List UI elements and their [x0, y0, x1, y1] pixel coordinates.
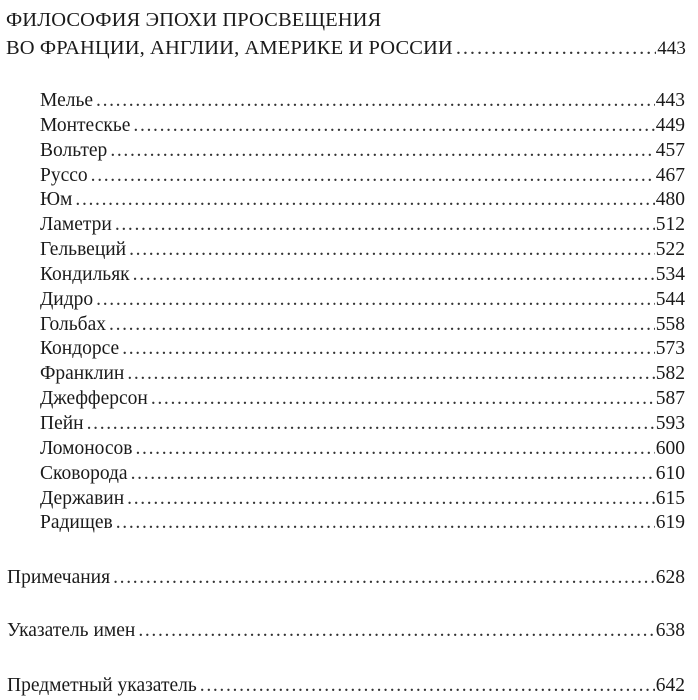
entry-name: Вольтер — [40, 139, 108, 161]
entry-page-number: 449 — [655, 114, 685, 136]
dot-leader — [91, 164, 655, 189]
entry-name: Франклин — [40, 363, 125, 385]
dot-leader — [133, 263, 655, 288]
dot-leader — [127, 362, 654, 387]
entry-page-number: 522 — [655, 239, 685, 261]
toc-entry[interactable] — [40, 164, 685, 189]
entry-name: Мелье — [40, 90, 94, 111]
entry-page-number: 558 — [655, 313, 685, 335]
toc-entry[interactable] — [40, 188, 685, 213]
entry-page-number: 443 — [655, 90, 685, 111]
entry-page-number: 615 — [655, 487, 685, 509]
name-index-page-number: 638 — [655, 620, 685, 641]
toc-entry[interactable] — [40, 462, 685, 487]
toc-entry[interactable] — [40, 487, 685, 512]
subject-index-label: Предметный указатель — [7, 675, 197, 696]
entry-page-number: 600 — [655, 437, 685, 459]
dot-leader — [127, 487, 655, 512]
entry-name: Радищев — [40, 512, 113, 534]
entry-page-number: 619 — [655, 512, 685, 534]
entry-page-number: 593 — [655, 412, 685, 434]
entry-page-number: 467 — [655, 164, 685, 186]
entry-page-number: 587 — [655, 388, 685, 410]
section-heading — [6, 6, 686, 63]
dot-leader — [456, 34, 656, 62]
section-title-line1: ФИЛОСОФИЯ ЭПОХИ ПРОСВЕЩЕНИЯ — [6, 9, 382, 31]
dot-leader — [138, 619, 654, 643]
toc-name-index[interactable] — [7, 619, 685, 643]
dot-leader — [110, 139, 654, 164]
dot-leader — [136, 437, 655, 462]
toc-entry[interactable] — [40, 263, 685, 288]
dot-leader — [113, 566, 655, 590]
toc-entry[interactable] — [40, 89, 685, 114]
entry-page-number: 457 — [655, 139, 685, 161]
section-title-line2: ВО ФРАНЦИИ, АНГЛИИ, АМЕРИКЕ И РОССИИ — [6, 37, 453, 59]
toc-entry[interactable] — [40, 213, 685, 238]
toc-entry[interactable] — [40, 114, 685, 139]
dot-leader — [115, 213, 655, 238]
entry-page-number: 610 — [655, 462, 685, 484]
entry-name: Джефферсон — [40, 388, 148, 410]
toc-entry-list — [40, 89, 685, 536]
dot-leader — [133, 114, 654, 139]
entry-name: Руссо — [40, 164, 88, 186]
dot-leader — [96, 288, 655, 313]
toc-notes[interactable] — [7, 566, 685, 590]
entry-name: Кондорсе — [40, 338, 120, 360]
entry-page-number: 480 — [655, 189, 685, 211]
toc-entry[interactable] — [40, 511, 685, 536]
toc-entry[interactable] — [40, 313, 685, 338]
entry-name: Ломоносов — [40, 437, 133, 459]
dot-leader — [131, 462, 655, 487]
toc-entry[interactable] — [40, 337, 685, 362]
entry-page-number: 582 — [655, 363, 685, 385]
name-index-label: Указатель имен — [7, 620, 136, 641]
entry-page-number: 544 — [655, 288, 685, 310]
subject-index-page-number: 642 — [655, 675, 685, 696]
entry-name: Державин — [40, 487, 125, 509]
toc-subject-index[interactable] — [7, 674, 685, 698]
entry-name: Юм — [40, 189, 73, 211]
dot-leader — [87, 412, 655, 437]
entry-name: Ламетри — [40, 214, 112, 236]
entry-name: Дидро — [40, 288, 94, 310]
entry-name: Монтескье — [40, 114, 131, 136]
notes-page-number: 628 — [655, 567, 685, 588]
section-page-number: 443 — [657, 38, 686, 59]
notes-label: Примечания — [7, 567, 111, 588]
toc-entry[interactable] — [40, 139, 685, 164]
dot-leader — [200, 674, 655, 698]
section-title-row[interactable] — [6, 34, 686, 63]
toc-entry[interactable] — [40, 238, 685, 263]
entry-name: Пейн — [40, 412, 84, 434]
dot-leader — [151, 387, 655, 412]
dot-leader — [129, 238, 655, 263]
toc-entry[interactable] — [40, 412, 685, 437]
entry-page-number: 534 — [655, 263, 685, 285]
dot-leader — [96, 89, 655, 114]
entry-name: Гельвеций — [40, 239, 127, 261]
dot-leader — [122, 337, 655, 362]
entry-name: Гольбах — [40, 313, 107, 335]
toc-entry[interactable] — [40, 362, 685, 387]
toc-entry[interactable] — [40, 288, 685, 313]
toc-entry[interactable] — [40, 437, 685, 462]
dot-leader — [75, 188, 654, 213]
toc-entry[interactable] — [40, 387, 685, 412]
entry-name: Кондильяк — [40, 263, 130, 285]
entry-page-number: 512 — [655, 214, 685, 236]
entry-page-number: 573 — [655, 338, 685, 360]
entry-name: Сковорода — [40, 462, 128, 484]
dot-leader — [109, 313, 655, 338]
dot-leader — [116, 511, 655, 536]
